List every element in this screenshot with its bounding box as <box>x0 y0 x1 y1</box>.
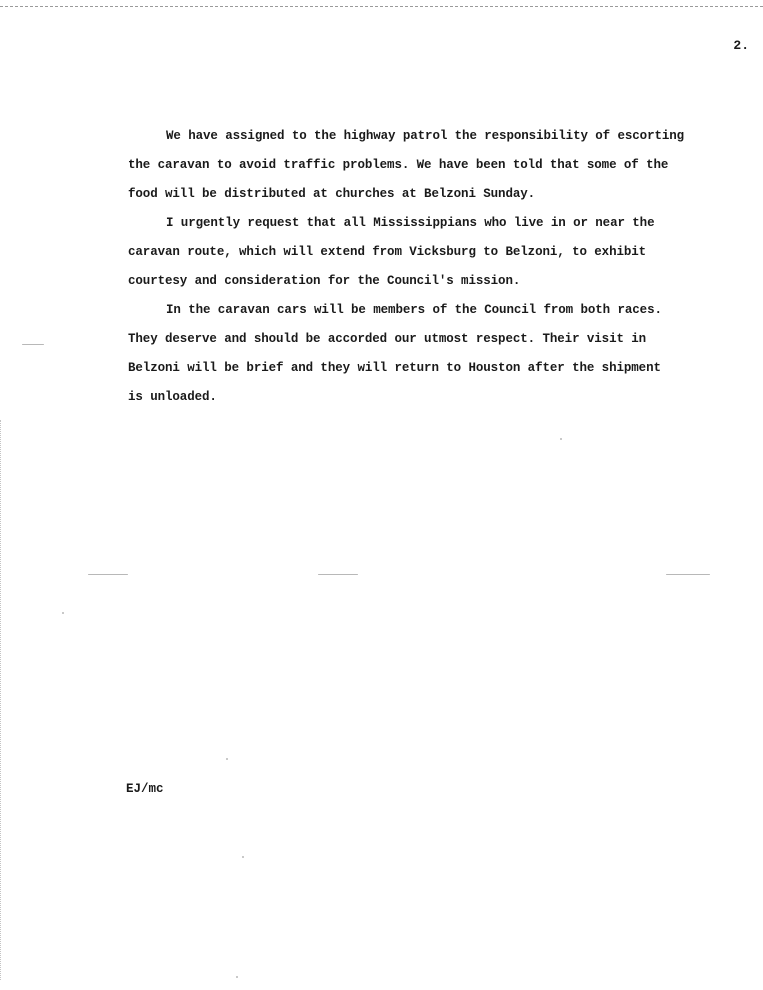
letter-body <box>128 122 718 412</box>
scan-speck <box>242 856 244 858</box>
paragraph <box>128 122 718 209</box>
paragraph <box>128 209 718 296</box>
text-line: food will be distributed at churches at Belzoni Sunday. <box>128 187 536 201</box>
text-line: is unloaded. <box>128 390 217 404</box>
scan-speck <box>560 438 562 440</box>
text-line: caravan route, which will extend from Vicksburg to Belzoni, to exhibit <box>128 245 647 259</box>
scan-speck <box>236 976 238 978</box>
page-top-edge <box>0 0 763 7</box>
typist-initials: EJ/mc <box>126 782 164 796</box>
text-line: the caravan to avoid traffic problems. We have been told that some of the <box>128 158 669 172</box>
text-line: Belzoni will be brief and they will return to Houston after the shipment <box>128 361 661 375</box>
scan-speck <box>62 612 64 614</box>
scan-speck <box>88 574 128 575</box>
text-line: We have assigned to the highway patrol the responsibility of escorting <box>166 129 685 143</box>
text-line: They deserve and should be accorded our utmost respect. Their visit in <box>128 332 647 346</box>
page-left-edge <box>0 420 3 980</box>
text-line: I urgently request that all Mississippians who live in or near the <box>166 216 655 230</box>
text-line: In the caravan cars will be members of the Council from both races. <box>166 303 662 317</box>
scan-speck <box>22 344 44 345</box>
scan-speck <box>318 574 358 575</box>
text-line: courtesy and consideration for the Council's mission. <box>128 274 521 288</box>
scan-speck <box>666 574 710 575</box>
scan-speck <box>226 758 228 760</box>
page-number: 2. <box>733 38 749 53</box>
paragraph <box>128 296 718 412</box>
